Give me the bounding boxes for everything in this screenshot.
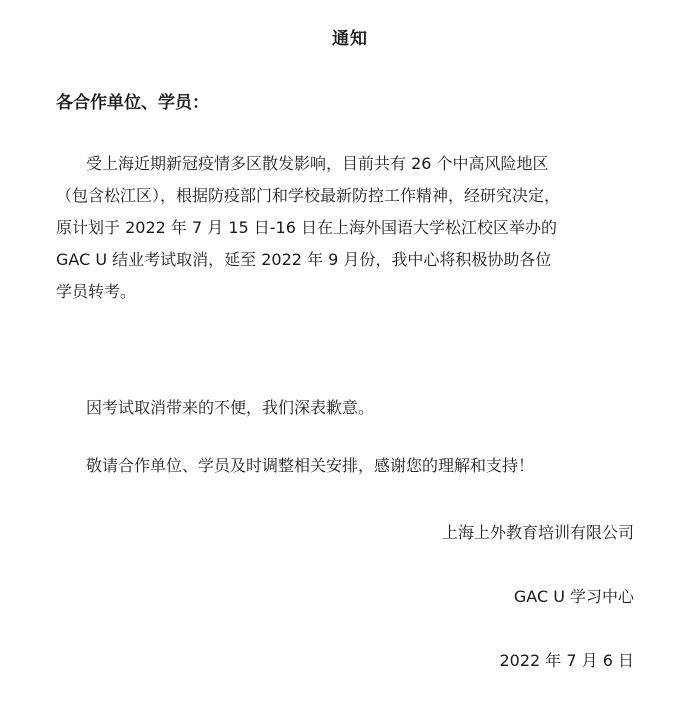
paragraph-2 (56, 392, 646, 424)
notice-title: 通知 (332, 29, 368, 49)
signature-center: GAC U 学习中心 (513, 587, 634, 606)
paragraph-1-line-5: 学员转考。 (56, 282, 137, 301)
paragraph-1-line-1: 受上海近期新冠疫情多区散发影响，目前共有 26 个中高风险地区 (86, 154, 549, 173)
signature-date: 2022 年 7 月 6 日 (499, 651, 634, 670)
paragraph-1-line-2: （包含松江区），根据防疫部门和学校最新防控工作精神，经研究决定， (56, 186, 561, 205)
paragraph-3 (56, 450, 646, 482)
paragraph-1-line-3: 原计划于 2022 年 7 月 15 日-16 日在上海外国语大学松江校区举办的 (56, 218, 557, 237)
paragraph-3-line: 敬请合作单位、学员及时调整相关安排，感谢您的理解和支持！ (86, 456, 535, 475)
signature-company: 上海上外教育培训有限公司 (441, 523, 634, 542)
salutation: 各合作单位、学员： (56, 93, 209, 113)
paragraph-2-line: 因考试取消带来的不便，我们深表歉意。 (86, 398, 375, 417)
paragraph-1-line-4: GAC U 结业考试取消，延至 2022 年 9 月份，我中心将积极协助各位 (56, 250, 552, 269)
paragraph-1 (56, 148, 646, 308)
